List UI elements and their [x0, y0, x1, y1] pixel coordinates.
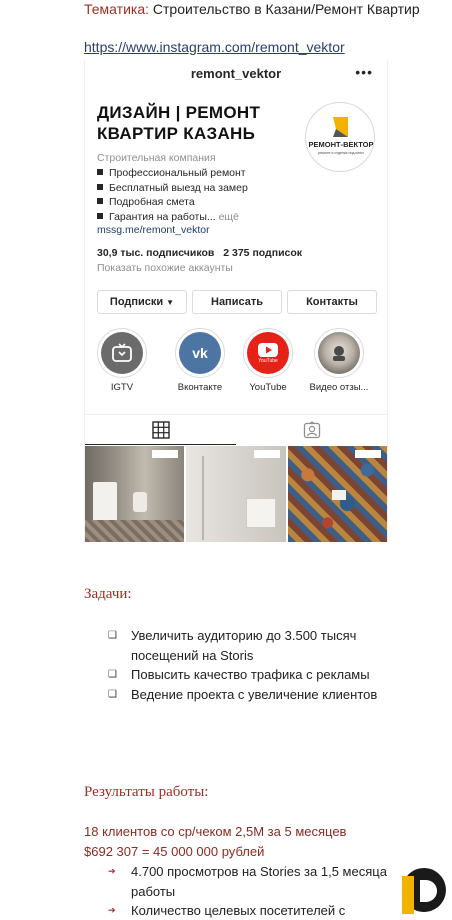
arrow-icon: ➔: [108, 905, 116, 915]
tab-tagged[interactable]: [236, 415, 387, 445]
results-line: 18 клиентов со ср/чеком 2,5М за 5 месяцев: [84, 824, 347, 839]
followers-count[interactable]: 30,9 тыс. подписчиков: [97, 247, 215, 259]
highlight-label: YouTube: [249, 382, 287, 393]
avatar[interactable]: [305, 102, 375, 172]
list-item: ❑ Увеличить аудиторию до 3.500 тысяч посещений на Storis: [108, 628, 357, 663]
list-item: ❑ Ведение проекта с увеличение клиентов: [108, 685, 408, 705]
tasks-list: [108, 626, 408, 704]
contacts-button[interactable]: Контакты: [287, 290, 377, 314]
results-list: [108, 862, 408, 920]
instagram-link[interactable]: https://www.instagram.com/remont_vektor: [84, 39, 345, 55]
post-grid: [85, 446, 387, 542]
tagged-person-icon: [303, 421, 321, 439]
message-button[interactable]: Написать: [192, 290, 282, 314]
more-dots-icon[interactable]: •••: [355, 64, 373, 80]
arrow-icon: ➔: [108, 866, 116, 876]
bio-item: Бесплатный выезд на замер: [97, 181, 248, 196]
highlight-label: IGTV: [110, 382, 134, 393]
igtv-icon: [111, 342, 133, 364]
profile-category: Строительная компания: [97, 152, 216, 164]
highlight-label: Вконтакте: [177, 382, 223, 393]
bio-item: Подробная смета: [97, 195, 248, 210]
following-count[interactable]: 2 375 подписок: [223, 247, 303, 259]
post-thumbnail[interactable]: [186, 446, 285, 542]
chevron-down-icon: ▼: [166, 297, 175, 307]
bio-list: [97, 166, 248, 224]
checkbox-icon: ❑: [108, 630, 117, 641]
list-item: ❑ Повысить качество трафика с рекламы: [108, 665, 408, 685]
vk-icon: [187, 345, 213, 361]
tab-grid[interactable]: [85, 415, 236, 445]
highlight-igtv[interactable]: [89, 328, 155, 393]
instagram-profile-screenshot: [84, 60, 388, 542]
topic-value: Строительство в Казани/Ремонт Квартир: [152, 1, 420, 17]
bio-title: ДИЗАЙН | РЕМОНТ КВАРТИР КАЗАНЬ: [97, 103, 261, 143]
bio-link[interactable]: mssg.me/remont_vektor: [97, 224, 210, 236]
list-item: ➔ 4.700 просмотров на Stories за 1,5 месяца работы: [108, 864, 387, 899]
youtube-icon-text: YouTube: [258, 357, 278, 364]
post-thumbnail[interactable]: [288, 446, 387, 542]
highlight-vk[interactable]: [167, 328, 233, 393]
bio-item: Профессиональный ремонт: [97, 166, 248, 181]
grid-icon: [152, 421, 170, 439]
results-heading: Результаты работы:: [84, 784, 209, 800]
highlight-video-reviews[interactable]: [300, 328, 378, 393]
profile-username: remont_vektor: [190, 66, 282, 81]
bio-more-link[interactable]: ещё: [218, 210, 239, 223]
tasks-heading: Задачи:: [84, 586, 132, 602]
avatar-logo-text: РЕМОНТ-ВЕКТОР: [308, 140, 374, 149]
video-review-icon: [328, 342, 350, 364]
profile-stats: [97, 247, 302, 259]
highlight-label: Видео отзы...: [309, 382, 369, 393]
checkbox-icon: ❑: [108, 669, 117, 680]
svg-text:vk: vk: [192, 345, 208, 361]
topic-label: Тематика:: [84, 1, 149, 17]
checkbox-icon: ❑: [108, 688, 117, 700]
profile-tabs: [85, 414, 387, 444]
results-summary: [84, 822, 346, 862]
similar-accounts-link[interactable]: Показать похожие аккаунты: [97, 262, 233, 274]
youtube-icon: [258, 343, 278, 357]
subscribed-button[interactable]: Подписки ▼: [97, 290, 187, 314]
company-logo-icon: [306, 103, 375, 172]
results-line: $692 307 = 45 000 000 рублей: [84, 844, 265, 859]
avatar-logo-subtext: ремонт и отделка под ключ: [318, 151, 364, 155]
brand-logo-icon[interactable]: [400, 866, 448, 916]
bio-item: Гарантия на работы... ещё: [97, 210, 248, 225]
post-thumbnail[interactable]: [85, 446, 184, 542]
topic-header: [84, 0, 424, 55]
list-item: ➔ Количество целевых посетителей с: [108, 901, 408, 920]
highlight-youtube[interactable]: [235, 328, 301, 393]
